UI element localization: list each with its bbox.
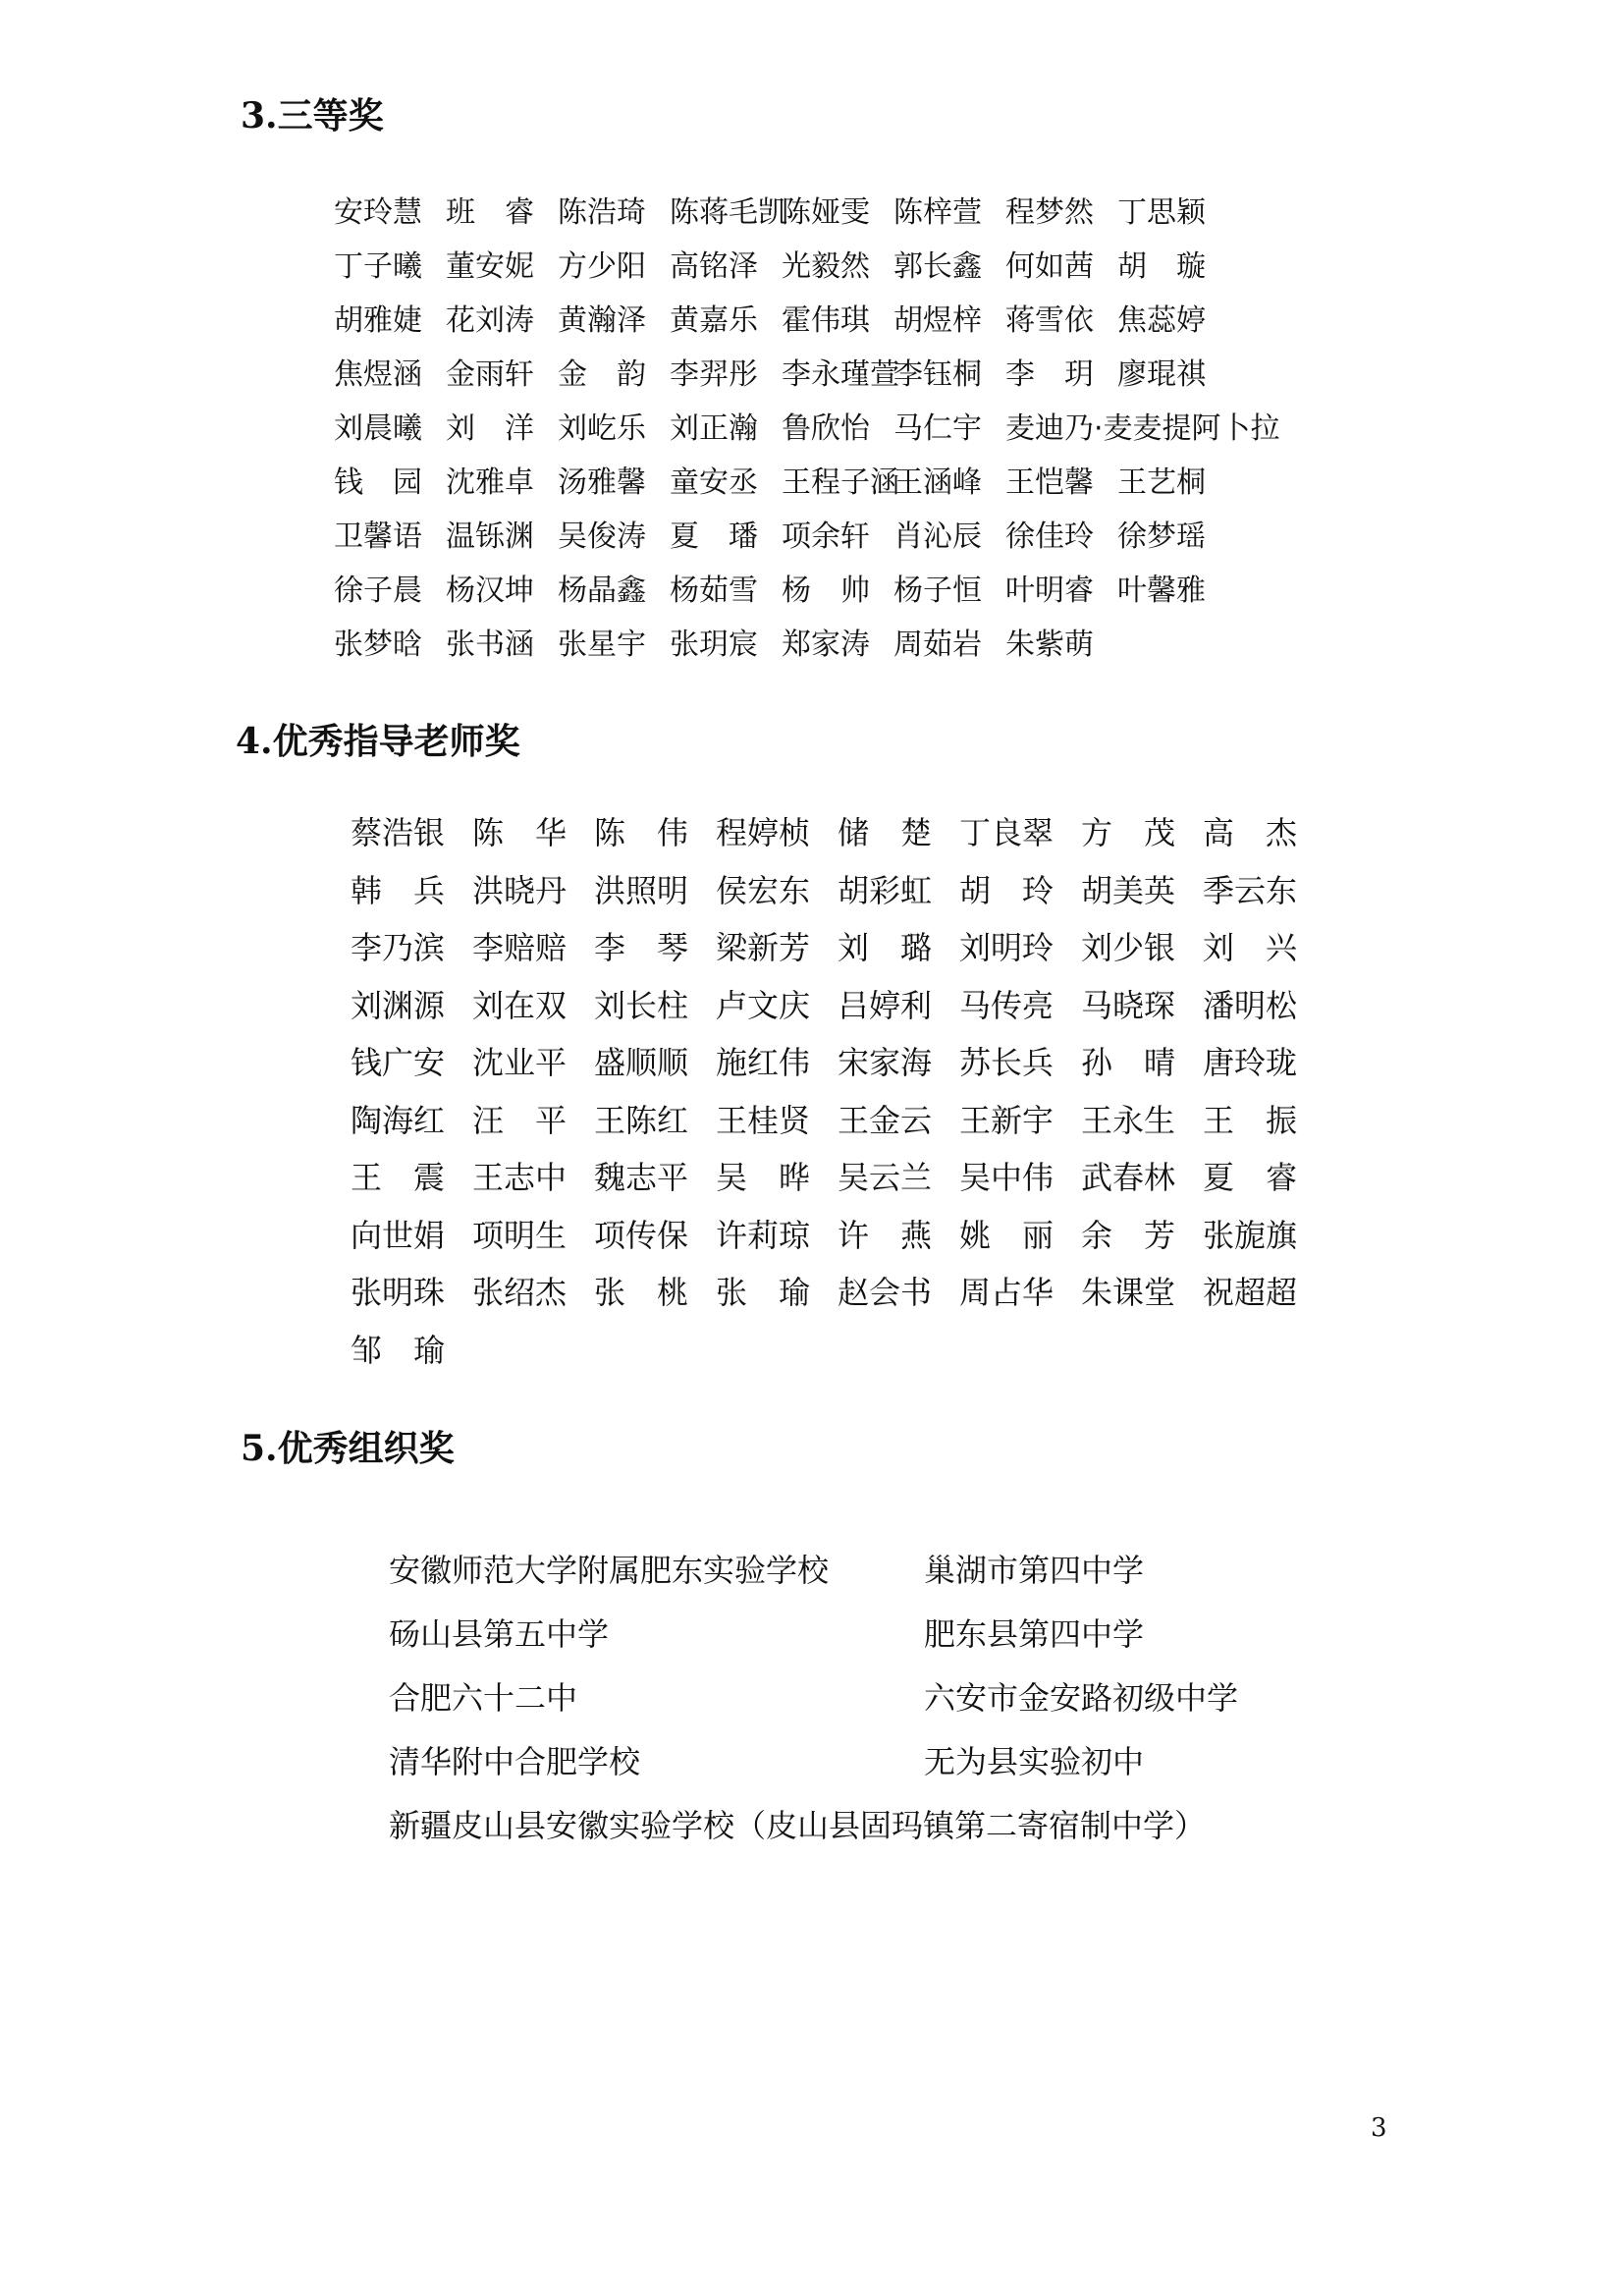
teacher-award-name: 王桂贤 [716,1101,811,1139]
third-prize-name: 何如茜 [1005,249,1094,284]
third-prize-name: 张星宇 [558,628,646,662]
third-prize-name: 张玥宸 [670,628,758,662]
section-heading-teacher-award: 4.优秀指导老师奖 [236,721,520,762]
third-prize-name: 董安妮 [446,249,534,284]
teacher-award-name: 王永生 [1081,1101,1176,1139]
third-prize-name: 肖沁辰 [893,519,982,554]
teacher-award-name: 马传亮 [959,986,1055,1024]
teacher-award-name: 张 桃 [594,1274,689,1311]
teacher-award-name: 刘渊源 [351,986,446,1024]
third-prize-name: 廖琨祺 [1117,357,1206,392]
teacher-award-name: 施红伟 [716,1044,811,1081]
teacher-award-name: 洪照明 [594,871,689,909]
third-prize-name: 胡煜梓 [893,303,982,338]
teacher-award-name: 刘明玲 [959,929,1055,966]
teacher-award-name: 项明生 [472,1216,568,1254]
teacher-award-name: 朱课堂 [1081,1274,1176,1311]
third-prize-name: 方少阳 [558,249,646,284]
teacher-award-name: 卢文庆 [716,986,811,1024]
organization-award-school: 安徽师范大学附属肥东实验学校 [389,1552,830,1589]
page-number: 3 [1371,2113,1387,2143]
third-prize-name: 高铭泽 [670,249,758,284]
third-prize-name: 杨 帅 [782,574,870,608]
third-prize-name: 王程子涵 [782,465,899,500]
third-prize-name: 黄瀚泽 [558,303,646,338]
organization-award-school: 新疆皮山县安徽实验学校（皮山县固玛镇第二寄宿制中学） [389,1807,1207,1844]
teacher-award-name: 储 楚 [838,814,933,851]
third-prize-name: 光毅然 [782,249,870,284]
third-prize-name: 陈浩琦 [558,195,646,230]
third-prize-name: 霍伟琪 [782,303,870,338]
teacher-award-name: 梁新芳 [716,929,811,966]
teacher-award-name: 吴中伟 [959,1159,1055,1196]
third-prize-name: 杨汉坤 [446,574,534,608]
third-prize-name: 叶明睿 [1005,574,1094,608]
third-prize-name: 徐梦瑶 [1117,519,1206,554]
teacher-award-name: 洪晓丹 [472,871,568,909]
teacher-award-name: 韩 兵 [351,871,446,909]
third-prize-name: 王涵峰 [893,465,982,500]
teacher-award-name: 胡 玲 [959,871,1055,909]
third-prize-name: 夏 璠 [670,519,758,554]
teacher-award-name: 魏志平 [594,1159,689,1196]
third-prize-name: 郭长鑫 [893,249,982,284]
teacher-award-name: 高 杰 [1203,814,1298,851]
teacher-award-name: 李 琴 [594,929,689,966]
teacher-award-name: 孙 晴 [1081,1044,1176,1081]
teacher-award-name: 王 振 [1203,1101,1298,1139]
teacher-award-name: 苏长兵 [959,1044,1055,1081]
teacher-award-name: 季云东 [1203,871,1298,909]
third-prize-name: 黄嘉乐 [670,303,758,338]
teacher-award-name: 吕婷利 [838,986,933,1024]
third-prize-name: 陈蒋毛凯 [670,195,787,230]
teacher-award-name: 许 燕 [838,1216,933,1254]
teacher-award-name: 李乃滨 [351,929,446,966]
teacher-award-name: 沈业平 [472,1044,568,1081]
teacher-award-name: 张旎旗 [1203,1216,1298,1254]
teacher-award-name: 夏 睿 [1203,1159,1298,1196]
third-prize-name: 温铄渊 [446,519,534,554]
teacher-award-name: 刘长柱 [594,986,689,1024]
teacher-award-name: 王陈红 [594,1101,689,1139]
teacher-award-name: 王新宇 [959,1101,1055,1139]
organization-award-school: 肥东县第四中学 [924,1615,1145,1653]
third-prize-name: 班 睿 [446,195,534,230]
third-prize-name: 徐佳玲 [1005,519,1094,554]
teacher-award-name: 张 瑜 [716,1274,811,1311]
section-heading-organization-award: 5.优秀组织奖 [241,1428,455,1469]
third-prize-name: 杨晶鑫 [558,574,646,608]
teacher-award-name: 张明珠 [351,1274,446,1311]
third-prize-name: 花刘涛 [446,303,534,338]
teacher-award-name: 项传保 [594,1216,689,1254]
third-prize-name: 马仁宇 [893,411,982,446]
third-prize-name: 刘屹乐 [558,411,646,446]
teacher-award-name: 胡彩虹 [838,871,933,909]
teacher-award-name: 程婷桢 [716,814,811,851]
teacher-award-name: 刘少银 [1081,929,1176,966]
third-prize-name: 张书涵 [446,628,534,662]
third-prize-name: 胡 璇 [1117,249,1206,284]
teacher-award-name: 王金云 [838,1101,933,1139]
teacher-award-name: 侯宏东 [716,871,811,909]
teacher-award-name: 胡美英 [1081,871,1176,909]
third-prize-name: 程梦然 [1005,195,1094,230]
third-prize-name: 王艺桐 [1117,465,1206,500]
teacher-award-name: 陶海红 [351,1101,446,1139]
teacher-award-name: 方 茂 [1081,814,1176,851]
teacher-award-name: 陈 华 [472,814,568,851]
third-prize-name: 童安丞 [670,465,758,500]
third-prize-name: 蒋雪依 [1005,303,1094,338]
third-prize-name: 朱紫萌 [1005,628,1094,662]
teacher-award-name: 王志中 [472,1159,568,1196]
teacher-award-name: 陈 伟 [594,814,689,851]
teacher-award-name: 邹 瑜 [351,1331,446,1369]
section-heading-third-prize: 3.三等奖 [241,95,384,137]
teacher-award-name: 李赔赔 [472,929,568,966]
third-prize-name: 周茹岩 [893,628,982,662]
third-prize-name: 安玲慧 [334,195,422,230]
third-prize-name: 李 玥 [1005,357,1094,392]
teacher-award-name: 汪 平 [472,1101,568,1139]
third-prize-name: 刘晨曦 [334,411,422,446]
third-prize-name: 杨子恒 [893,574,982,608]
third-prize-name: 卫馨语 [334,519,422,554]
third-prize-name: 陈娅雯 [782,195,870,230]
third-prize-name-list [334,191,1280,678]
organization-award-school: 无为县实验初中 [924,1743,1145,1780]
teacher-award-name: 吴云兰 [838,1159,933,1196]
third-prize-name: 李羿彤 [670,357,758,392]
teacher-award-name-list [351,810,1325,1385]
third-prize-name: 吴俊涛 [558,519,646,554]
third-prize-name: 钱 园 [334,465,422,500]
third-prize-name: 王恺馨 [1005,465,1094,500]
teacher-award-name: 许莉琼 [716,1216,811,1254]
third-prize-name: 胡雅婕 [334,303,422,338]
third-prize-name: 沈雅卓 [446,465,534,500]
teacher-award-name: 唐玲珑 [1203,1044,1298,1081]
organization-award-school: 砀山县第五中学 [389,1615,610,1653]
third-prize-name: 金雨轩 [446,357,534,392]
third-prize-name: 丁思颖 [1117,195,1206,230]
third-prize-name: 丁子曦 [334,249,422,284]
third-prize-name: 汤雅馨 [558,465,646,500]
teacher-award-name: 吴 晔 [716,1159,811,1196]
third-prize-name: 刘 洋 [446,411,534,446]
teacher-award-name: 王 震 [351,1159,446,1196]
teacher-award-name: 潘明松 [1203,986,1298,1024]
teacher-award-name: 刘 璐 [838,929,933,966]
organization-award-school-list [389,1547,1459,1866]
organization-award-school: 合肥六十二中 [389,1679,578,1717]
teacher-award-name: 姚 丽 [959,1216,1055,1254]
third-prize-name: 杨茹雪 [670,574,758,608]
teacher-award-name: 盛顺顺 [594,1044,689,1081]
third-prize-name: 张梦晗 [334,628,422,662]
teacher-award-name: 余 芳 [1081,1216,1176,1254]
third-prize-name: 焦蕊婷 [1117,303,1206,338]
third-prize-name: 陈梓萱 [893,195,982,230]
third-prize-name: 叶馨雅 [1117,574,1206,608]
organization-award-school: 巢湖市第四中学 [924,1552,1145,1589]
third-prize-name [1117,408,1229,462]
third-prize-name: 鲁欣怡 [782,411,870,446]
teacher-award-name: 刘在双 [472,986,568,1024]
teacher-award-name: 祝超超 [1203,1274,1298,1311]
teacher-award-name: 刘 兴 [1203,929,1298,966]
third-prize-name: 郑家涛 [782,628,870,662]
teacher-award-name: 周占华 [959,1274,1055,1311]
teacher-award-name: 向世娟 [351,1216,446,1254]
organization-award-school: 六安市金安路初级中学 [924,1679,1239,1717]
teacher-award-name: 宋家海 [838,1044,933,1081]
teacher-award-name: 钱广安 [351,1044,446,1081]
teacher-award-name: 张绍杰 [472,1274,568,1311]
third-prize-name: 项余轩 [782,519,870,554]
organization-award-school: 清华附中合肥学校 [389,1743,641,1780]
third-prize-name: 李钰桐 [893,357,982,392]
teacher-award-name: 武春林 [1081,1159,1176,1196]
teacher-award-name: 马晓琛 [1081,986,1176,1024]
third-prize-name: 李永瑾萱 [782,357,899,392]
teacher-award-name: 丁良翠 [959,814,1055,851]
third-prize-name: 刘正瀚 [670,411,758,446]
third-prize-name: 麦迪乃·麦麦提阿卜拉 [1005,411,1280,446]
teacher-award-name: 赵会书 [838,1274,933,1311]
third-prize-name: 焦煜涵 [334,357,422,392]
teacher-award-name: 蔡浩银 [351,814,446,851]
third-prize-name: 金 韵 [558,357,646,392]
third-prize-name: 徐子晨 [334,574,422,608]
